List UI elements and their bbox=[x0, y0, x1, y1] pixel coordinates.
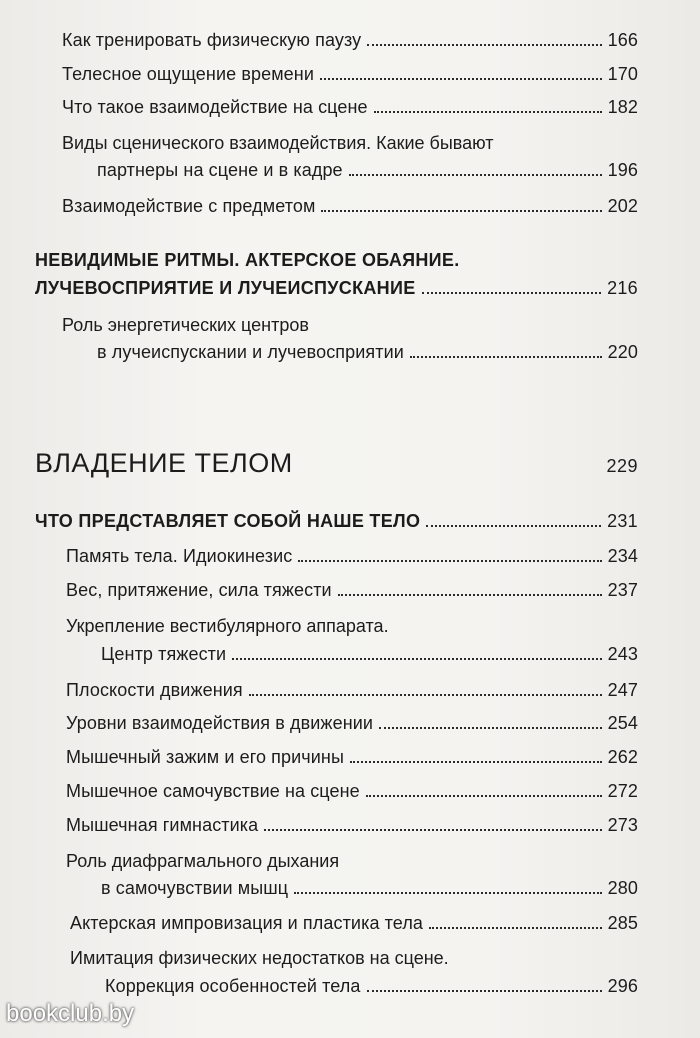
toc-page: 220 bbox=[607, 342, 638, 362]
toc-entry bbox=[62, 97, 638, 118]
toc-page: 273 bbox=[607, 815, 638, 835]
toc-title-line1: Имитация физических недостатков на сцене. bbox=[70, 948, 449, 968]
dot-leader bbox=[374, 111, 602, 113]
toc-page: 229 bbox=[606, 456, 638, 476]
dot-leader bbox=[321, 210, 601, 212]
toc-page: 182 bbox=[607, 97, 638, 117]
toc-title-line2: Центр тяжести bbox=[101, 644, 227, 664]
dot-leader bbox=[294, 892, 601, 894]
toc-entry bbox=[66, 580, 638, 601]
toc-entry bbox=[62, 30, 638, 51]
toc-entry bbox=[105, 976, 638, 997]
toc-title-line2: партнеры на сцене и в кадре bbox=[97, 160, 343, 180]
dot-leader bbox=[264, 829, 601, 831]
toc-entry bbox=[70, 913, 638, 934]
toc-entry bbox=[66, 713, 638, 734]
toc-title: Память тела. Идиокинезис bbox=[66, 546, 293, 566]
section-heading bbox=[35, 511, 638, 532]
watermark-text: bookclub.by bbox=[6, 1000, 135, 1027]
section-heading-title: ЧТО ПРЕДСТАВЛЯЕТ СОБОЙ НАШЕ ТЕЛО bbox=[35, 511, 421, 531]
toc-page: 280 bbox=[607, 878, 638, 898]
dot-leader bbox=[350, 761, 602, 763]
dot-leader bbox=[426, 525, 601, 527]
dot-leader bbox=[367, 990, 602, 992]
toc-page: 196 bbox=[607, 160, 638, 180]
toc-entry bbox=[66, 546, 638, 567]
toc-entry bbox=[66, 815, 638, 836]
dot-leader bbox=[379, 727, 602, 729]
toc-page: 166 bbox=[607, 30, 638, 50]
toc-title-line1: Роль энергетических центров bbox=[62, 315, 309, 335]
toc-entry bbox=[62, 64, 638, 85]
toc-title-line1: Роль диафрагмального дыхания bbox=[66, 851, 340, 871]
toc-page: 272 bbox=[607, 781, 638, 801]
toc-page: 216 bbox=[607, 278, 638, 298]
toc-page: 285 bbox=[607, 913, 638, 933]
toc-entry bbox=[62, 196, 638, 217]
toc-entry bbox=[66, 781, 638, 802]
dot-leader bbox=[429, 927, 602, 929]
dot-leader bbox=[338, 594, 602, 596]
chapter-heading bbox=[35, 448, 638, 479]
toc-page: 247 bbox=[607, 680, 638, 700]
toc-entry bbox=[101, 878, 638, 899]
toc-title: Вес, притяжение, сила тяжести bbox=[66, 580, 332, 600]
dot-leader bbox=[249, 694, 602, 696]
toc-title-line2: в лучеиспускании и лучевосприятии bbox=[97, 342, 404, 362]
chapter-title: ВЛАДЕНИЕ ТЕЛОМ bbox=[35, 448, 293, 478]
dot-leader bbox=[320, 78, 602, 80]
toc-title: Актерская импровизация и пластика тела bbox=[70, 913, 424, 933]
toc-entry bbox=[66, 680, 638, 701]
section-heading-line1: НЕВИДИМЫЕ РИТМЫ. АКТЕРСКОЕ ОБАЯНИЕ. bbox=[35, 250, 460, 270]
toc-title: Мышечное самочувствие на сцене bbox=[66, 781, 360, 801]
toc-title-line2: в самочувствии мышц bbox=[101, 878, 289, 898]
toc-title-line2: Коррекция особенностей тела bbox=[105, 976, 361, 996]
toc-title: Плоскости движения bbox=[66, 680, 243, 700]
toc-title: Мышечный зажим и его причины bbox=[66, 747, 345, 767]
section-heading bbox=[35, 278, 638, 299]
toc-title-line1: Виды сценического взаимодействия. Какие бывают bbox=[62, 133, 494, 153]
toc-entry bbox=[66, 747, 638, 768]
toc-page: 262 bbox=[607, 747, 638, 767]
toc-page: 237 bbox=[607, 580, 638, 600]
toc-title: Взаимодействие с предметом bbox=[62, 196, 316, 216]
toc-page: 254 bbox=[607, 713, 638, 733]
toc-page: 234 bbox=[607, 546, 638, 566]
toc-entry bbox=[97, 342, 638, 363]
toc-page: 170 bbox=[607, 64, 638, 84]
toc-title-line1: Укрепление вестибулярного аппарата. bbox=[66, 616, 389, 636]
toc-page: 296 bbox=[607, 976, 638, 996]
toc-entry bbox=[97, 160, 638, 181]
toc-title: Мышечная гимнастика bbox=[66, 815, 259, 835]
toc-title: Телесное ощущение времени bbox=[62, 64, 314, 84]
toc-title: Что такое взаимодействие на сцене bbox=[62, 97, 368, 117]
toc-page: 202 bbox=[607, 196, 638, 216]
toc-page: 231 bbox=[607, 511, 638, 531]
toc-title: Как тренировать физическую паузу bbox=[62, 30, 362, 50]
section-heading-line2: ЛУЧЕВОСПРИЯТИЕ И ЛУЧЕИСПУСКАНИЕ bbox=[35, 278, 416, 298]
dot-leader bbox=[366, 795, 602, 797]
dot-leader bbox=[410, 356, 602, 358]
dot-leader bbox=[367, 44, 601, 46]
dot-leader bbox=[232, 658, 601, 660]
toc-page: 243 bbox=[607, 644, 638, 664]
dot-leader bbox=[298, 560, 601, 562]
dot-leader bbox=[349, 174, 602, 176]
dot-leader bbox=[422, 292, 602, 294]
toc-entry bbox=[101, 644, 638, 665]
toc-title: Уровни взаимодействия в движении bbox=[66, 713, 374, 733]
